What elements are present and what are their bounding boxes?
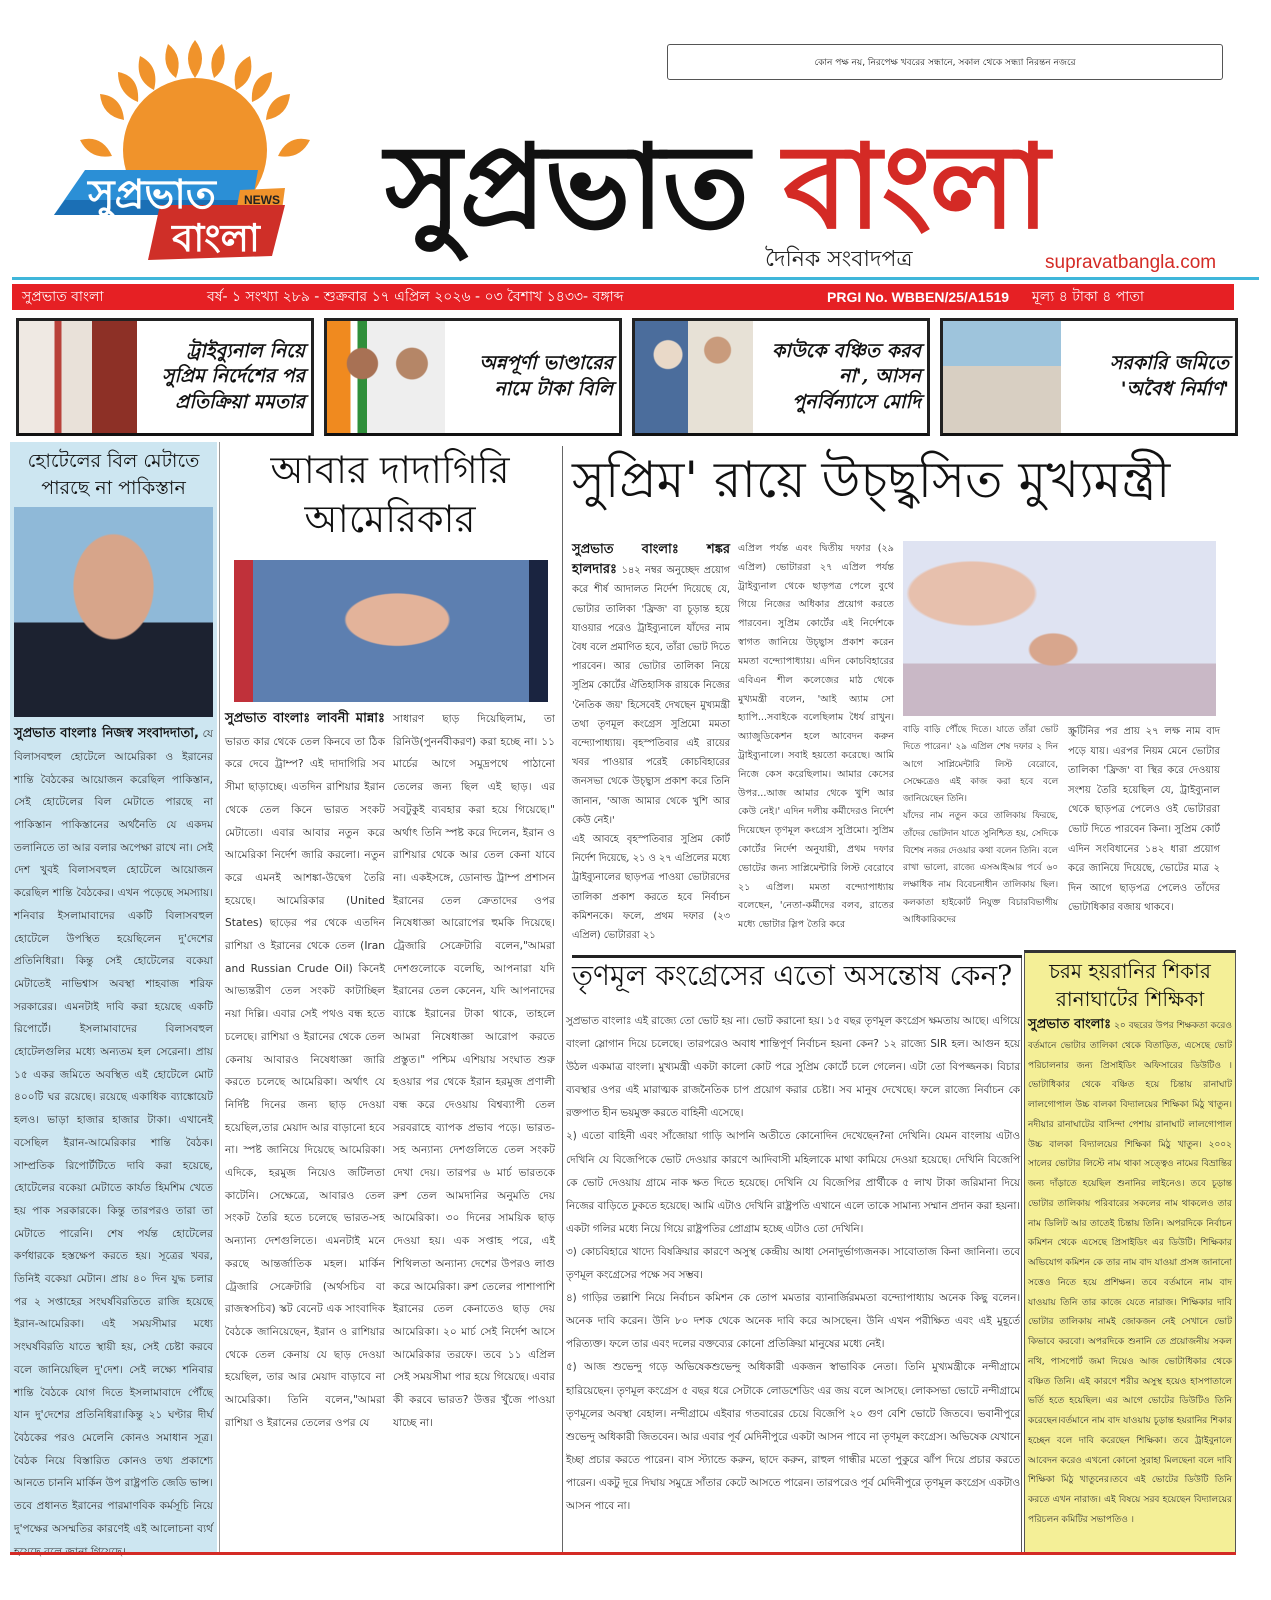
story-text: যে বিলাসবহুল হোটেলে আমেরিকা ও ইরানের শান্তি বৈঠকের আয়োজন করেছিল পাকিস্তান, সেই হোটেলের বিল মেটাতে পারছে না পাকিস্তান পাকিস্তানের অর্থনৈতি যে একদম তলানিতে তা আর বলার অপেক্ষা রাখে না। সেই দেশ খুবই বিলাসবহুল হোটেলে আয়োজন করেছিল শান্তি বৈঠকের। এখন পড়েছে সমস্যায়। শনিবার ইসলামাবাদের একটি বিলাসবহুল হোটেলে উপস্থিত হয়েছিলেন দু'দেশের প্রতিনিধিরা। কিন্তু সেই হোটেলের বকেয়া মেটাতেই নাভিশ্বাস অবস্থা শাহবাজ শরিফ সরকারের। এমনটাই দাবি করা হয়েছে একটি রিপোর্টে। ইসলামাবাদের বিলাসবহুল হোটেলগুলির মধ্যে অন্যতম হল সেরেনা। প্রায় ১৫ একর জমিতে অবস্থিত এই হোটেলে মোট ৪০০টি ঘর রয়েছে। রয়েছে একাধিক ব্যাঙ্কোয়েট হলও। ভাড়া হাজার হাজার টাকা। এখানেই বসেছিল ইরান-আমেরিকার শান্তি বৈঠক। সাম্প্রতিক রিপোর্টটিতে দাবি করা হয়েছে, হোটেলের বকেয়া মেটাতে কার্যত হিমশিম খেতে হয় পাক সরকারকে। কিন্তু তারপরও তারা তা মেটাতে পারেনি। শেষ পর্যন্ত হোটেলের কর্ণধারকে হস্তক্ষেপ করতে হয়। সূত্রের খবর, তিনিই বকেয়া মেটান। প্রায় ৪০ দিন যুদ্ধ চলার পর ২ সপ্তাহের সংঘর্ষবিরতিতে রাজি হয়েছে ইরান-আমেরিকা। এই সময়সীমার মধ্যে সংঘর্ষবিরতি যাতে স্থায়ী হয়, সেই চেষ্টা করবে বলে জানিয়েছিল দু'দেশ। সেই লক্ষ্যে শনিবার শান্তি বৈঠকে যোগ দিতে ইসলামাবাদে পৌঁছে যান দু'দেশের প্রতিনিধিরা।কিন্তু ২১ ঘণ্টার দীর্ঘ বৈঠকের পরও মেলেনি কোনও সমাধান সূত্র। বৈঠক নিয়ে বিস্তারিত কোনও তথ্য প্রকাশ্যে আনতে চাননি মার্কিন উপ রাষ্ট্রপতি জেডি ভান্স। তবে প্রধানত ইরানের পারমাণবিক কর্মসূচি নিয়ে দু'পক্ষের অসম্মতির কারণেই এই আলোচনা ব্যর্থ [14,728,214,1535]
lead-headline: সুপ্রিম' রায়ে উচ্ছ্বসিত মুখ্যমন্ত্রী [572,451,1171,509]
column-divider [1021,958,1022,1552]
column-divider [562,446,563,1552]
brand-logo[interactable] [30,20,350,270]
website-link[interactable]: supravatbangla.com [1045,252,1217,273]
story-headline: চরম হয়রানির শিকার রানাঘাটের শিক্ষিকা [1049,959,1211,1011]
page-bottom-rule [10,1552,1236,1555]
teaser-card[interactable] [940,318,1238,436]
lead-story-col2: এপ্রিল পর্যন্ত এবং দ্বিতীয় দফার (২৯ এপ্রিল) ভোটাররা ২৭ এপ্রিল পর্যন্ত ট্রাইব্যুনাল থেকে ছাড়পত্র পেলে বুথে গিয়ে নিজের অধিকার প্রয়োগ করতে পারবেন। সুপ্রিম কোর্টের এই নির্দেশকে স্বাগত জানিয়ে উচ্ছ্বাস প্রকাশ করেন মমতা বন্দ্যোপাধ্যায়। এদিন কোচবিহারের এবিএন শীল কলেজের মাঠ থেকে মুখ্যমন্ত্রী বলেন, 'আই অ্যাম সো হ্যাপি...সবাইকে বলেছিলাম ধৈর্য রাখুন। অ্যাজুডিকেশন হলে আবেদন করুন ট্রাইব্যুনালে। সবাই হয়তো করেছে। আমি নিজে কেস করেছিলাম। আমার কেসের উপর...আজ আমার থেকে খুশি আর কেউ নেই।' এদিন দলীয় কর্মীদেরও নির্দেশ দিয়েছেন তৃণমূল কংগ্রেস সুপ্রিমো। সুপ্রিম কোর্টের নির্দেশ অনুযায়ী, প্রথম দফার ভোটের জন্য সাপ্লিমেন্টারি লিস্ট বেরোবে ২১ এপ্রিল। মমতা বন্দ্যোপাধ্যায় বলেছেন, 'নেতা-কর্মীদের বলব, রাতের মধ্যে ভোটার স্লিপ তৈরি করে [738,543,894,931]
teaser-headline: কাউকে বঞ্চিত করব না', আসন পুনর্বিন্যাসে মোদি [772,339,921,413]
story-paragraph: ৫) আজ শুভেন্দু গড়ে অভিষেকশুভেন্দু অধিকারী একজন স্বাভাবিক নেতা। তিনি মুখ্যমন্ত্রীকে নন্দীগ্রামে হারিয়েছেন। তৃণমূল কংগ্রেস ৫ বছর ধরে সেটাকে লোডশেডিং এর জয় বলে আসছে। লোকসভা ভোটে নন্দীগ্রামে তৃণমূলের অবস্থা বেহাল। নন্দীগ্রামে এইবার গতবারের চেয়ে বিজেপি ২০ গুণ বেশি ভোটে জিতবে। ভবানীপুরে শুভেন্দু অধিকারী জিতবেন। আর এবার পূর্ব মেদিনীপুরে একটা আসন পাবে না তৃণমূল কংগ্রেস। অভিষেক যেখানে ইচ্ছা প্রচার করতে পারেন। বাস স্ট্যান্ডে করুন, ছাদে করুন, রাহুল গান্ধীর মতো পুকুরে ঝাঁপ দিয়ে প্রচার করতে পারেন। একটু দূরে দিঘায় সমুদ্রে সাঁতার কেটে আসতে পারেন। তারপরেও পূর্ব মেদিনীপুরে তৃণমূল কংগ্রেস একটাও আসন পাবে না। [566,1361,1020,1512]
america-story-col2: সাধারণ ছাড় দিয়েছিলাম, তা রিনিউ(পুনর্নবীকরণ) করা হচ্ছে না। ১১ মার্চের আগে সমুদ্রপথে পাঠানো তেলের জন্য ছিল এই ছাড়। এর সবটুকুই ব্যবহার করা হয়ে গিয়েছে।" অর্থাৎ তিনি স্পষ্ট করে দিলেন, ইরান ও রাশিয়ার থেকে আর তেল কেনা যাবে না। একইসঙ্গে, ডোনাল্ড ট্রাম্প প্রশাসন ইরানের তেল ক্রেতাদের ওপর নিষেধাজ্ঞা আরোপের হুমকি দিয়েছে। ট্রেজারি সেক্রেটারি বলেন,"আমরা দেশগুলোকে বলেছি, আপনারা যদি ইরানের তেল কেনেন, যদি আপনাদের ব্যাঙ্কে ইরানের টাকা থাকে, তাহলে আমরা নিষেধাজ্ঞা আরোপ করতে প্রস্তুত।" পশ্চিম এশিয়ায় সংঘাত শুরু হওয়ার পর থেকে ইরান হরমুজ প্রণালী বন্ধ করে দেওয়ায় বিশ্বব্যাপী তেল সরবরাহে ব্যাপক প্রভাব পড়ে। ভারত-সহ অন্যান্য দেশগুলিতে তেল সংকট দেখা দেয়। তারপর ৬ মার্চ ভারতকে রুশ তেল আমদানির অনুমতি দেয় আমেরিকা। ৩০ দিনের সাময়িক ছাড় দেওয়া হয়। এক সপ্তাহ পরে, এই শিথিলতা অন্যান্য দেশের উপরও লাগু করে আমেরিকা। রুশ তেলের পাশাপাশি ইরানের তেল কেনাতেও ছাড় দেয় আমেরিকা। ২০ মার্চ সেই নির্দেশ আসে আমেরিকার তরফে। তবে ১১ এপ্রিল সেই সময়সীমা পার হয়ে গিয়েছে। এবার কী করবে ভারত? উত্তর খুঁজে পাওয়া যাচ্ছে না। [393,713,555,1429]
tagline-box: কোন পক্ষ নয়, নিরপেক্ষ খবরের সন্ধানে, সকাল থেকে সন্ধ্যা নিরন্তন নজরে [667,44,1223,80]
logo-news-badge: NEWS [244,193,280,207]
teaser-photo [327,321,445,433]
story-headline: হোটেলের বিল মেটাতে পারছে না পাকিস্তান [27,450,200,499]
story-paragraph: সুপ্রভাত বাংলাঃ এই রাজ্যে তো ভোট হয় না। ভোট করানো হয়। ১৫ বছর তৃণমূল কংগ্রেস ক্ষমতায় আছে। এগিয়ে বাংলা স্লোগান দিয়ে চলেছে। তারপরেও অবাধ শান্তিপূর্ণ নির্বাচন হয়না কেন? ১২ রাজ্যে SIR হল। আগুন হয়ে উঠল একমাত্র বাংলা। মুখ্যমন্ত্রী একটা কালো কোট পরে সুপ্রিম কোর্টে চলে গেলেন। এটা তো বিপজ্জনক। বিচার ব্যবস্থার ওপর এই মারাত্মক রাজনৈতিক চাপ প্রয়োগ করার চেষ্টা। সব মানুষ দেখেছে। ফলে রাজ্যে নির্বাচন কে রক্তপাত হীন ভয়মুক্ত করতে বাহিনী এসেছে। [566,1015,1020,1120]
story-photo [14,507,213,717]
masthead [385,95,1235,255]
teaser-photo [943,321,1061,433]
teaser-headline: ট্রাইব্যুনাল নিয়ে সুপ্রিম নির্দেশের পর প্রতিক্রিয়া মমতার [161,339,305,413]
infobar-issue-date: বর্ষ- ১ সংখ্যা ২৮৯ - শুক্রবার ১৭ এপ্রিল ২০২৬ - ০৩ বৈশাখ ১৪৩৩- বঙ্গাব্দ [207,289,624,305]
column-divider [219,442,220,1552]
story-paragraph: ২) এতো বাহিনী এবং সাঁজোয়া গাড়ি আপনি অতীতে কোনোদিন দেখেছেন?না দেখিনি। যেমন বাংলায় এটাও দেখিনি যে বিজেপিকে ভোট দেওয়ার কারণে আদিবাসী মহিলাকে মাথা কামিয়ে দেওয়া হয়েছে। দেখিনি বিজেপি কে ভোট দেওয়ায় গ্রামে নাক ক্ষত দিতে হয়েছে। দেখিনি যে বিজেপির প্রার্থীকে ৫ লাখ টাকা জরিমানা দিয়ে নিজের বাড়িতে ঢুকতে হয়েছে। আমি এটাও দেখিনি রাষ্ট্রপতি এখানে এলে তাকে সামান্য সম্মান প্রদান করা হয়না। একটা গলির মধ্যে নিয়ে গিয়ে রাষ্ট্রপতির প্রোগ্রাম হচ্ছে এটাও তো দেখিনি। [566,1130,1020,1235]
story-byline: সুপ্রভাত বাংলাঃ নিজস্ব সংবাদদাতা, [14,726,199,742]
teaser-photo [635,321,753,433]
teaser-headline: অন্নপূর্ণা ভাণ্ডারের নামে টাকা বিলি [479,352,613,400]
teaser-card[interactable] [632,318,930,436]
story-byline: সুপ্রভাত বাংলাঃ [1028,1017,1112,1032]
story-text: বাড়ি বাড়ি পৌঁছে দিতে। যাতে তাঁরা ভোট দিতে পারেন।' ২৯ এপ্রিল শেষ দফার ২ দিন আগে সাপ্লিমেন্টারি লিস্ট বেরোবে, সেক্ষেত্রেও এই কাজ করা হবে বলে জানিয়েছেন তিনি। [903,725,1058,804]
story-text: যাঁদের নাম নতুন করে তালিকায় ফিরছে, তাঁদের ভোটদান যাতে সুনিশ্চিত হয়, সেদিকে বিশেষ নজর দেওয়ার কথা বলেন তিনি। বলে রাখা ভালো, রাজ্যে এসআইআর পর্বে ৬০ লক্ষাধিক নাম বিবেচনাধীন তালিকায় ছিল। কলকাতা হাইকোর্ট নিযুক্ত বিচারবিভাগীয় আধিকারিকদের [903,811,1058,925]
teacher-story-box [1024,950,1236,1552]
infobar-paper-name: সুপ্রভাত বাংলা [22,289,104,305]
masthead-part1: সুপ্রভাত [385,119,748,255]
sun-logo-icon [30,20,350,270]
story-byline: সুপ্রভাত বাংলাঃ লাবনী মান্নাঃ [225,711,385,726]
tmc-headline: তৃণমূল কংগ্রেসের এতো অসন্তোষ কেন? [572,959,1013,992]
teaser-card[interactable] [324,318,622,436]
america-story-col1 [225,708,385,1435]
lead-story-photo [903,541,1216,716]
masthead-subtitle: দৈনিক সংবাদপত্র [765,247,913,272]
story-body [1025,1013,1235,1531]
america-story-photo [234,560,548,702]
teaser-headline: সরকারি জমিতে 'অবৈধ নির্মাণ' [1109,352,1229,400]
tmc-story-body [566,1010,1020,1518]
infobar-prgi: PRGI No. WBBEN/25/A1519 [827,289,1010,305]
masthead-part2: বাংলা [783,119,1048,255]
header-divider [12,277,1259,280]
lead-story-col1 [572,540,730,945]
lead-story-col3 [903,722,1058,929]
infobar-price: মূল্য ৪ টাকা ৪ পাতা [1032,289,1144,305]
story-body [10,717,217,1563]
logo-line2: বাংলা [172,216,260,260]
america-headline: আবার দাদাগিরি আমেরিকার [270,448,510,542]
story-byline: সুপ্রভাত বাংলাঃ শঙ্কর হালদারঃ [572,542,730,578]
story-text: এই আবহে বৃহস্পতিবার সুপ্রিম কোর্ট নির্দেশ দিয়েছে, ২১ ও ২৭ এপ্রিলের মধ্যে ট্রাইব্যুনালের ছাড়পত্র পাওয়া ভোটারদের তালিকা প্রকাশ করতে হবে নির্বাচন কমিশনকে। ফলে, প্রথম দফার (২৩ এপ্রিল) ভোটাররা ২১ [572,834,730,942]
issue-info-bar [12,284,1234,310]
story-text: ২০ বছরের উপর শিক্ষকতা করেও বর্তমানে ভোটার তালিকা থেকে বিতাড়িত, এসেছে ভোট পরিচালনার জন্য প্রিসাইডিং অফিসারের ডিউটিও । ভোটাধিকার থেকে বঞ্চিত হয়ে চিন্তায় রানাঘাট লালগোপাল উচ্চ বালকা বিদ্যালয়ের শিক্ষিকা মিঠু খাতুন। নদীয়ার রানাঘাটের বাসিন্দা পেশায় রানাঘাট লালগোপাল উচ্চ বালকা বিদ্যালয়ের শিক্ষিকা মিঠু খাতুন। ২০০২ সালের ভোটার লিস্টে নাম থাকা সত্ত্বেও নামের বিভ্রান্তির জন্য দাঁড়াতে হয়েছিল শুনানির লাইনেও। তবে চূড়ান্ত ভোটার তালিকায় পরিবারের সকলের নাম থাকলেও তার নাম ডিলিট আর তাতেই চিন্তায় তিনি। অপরদিকে নির্বাচন কমিশন থেকে এসেছে প্রিসাইডিং এর ডিউটি। শিক্ষিকার অভিযোগ কমিশন কে তার নাম বাদ যাওয়া প্রসঙ্গ জানানো সত্তেও নিতে হয়ে প্রশিক্ষন। তবে বর্তমানে নাম বাদ যাওয়ায় তিনি তার কাজে যেতে নারাজ। শিক্ষিকার দাবি ভোটার তালিকায় নামই জোকজন নেই সেখানে ভোট কিভাবে করবো। অপরদিকে শুনানি তে প্রয়োজনীয় সকল নথি, পাসপোর্ট জমা দিয়েও আজ ভোটাধিকার থেকে বঞ্চিত তিনি। এই কারণে শরীর অসুস্থ হয়েও হাসপাতালে ভর্তি হতে হয়েছিল। এর আগে ভোটের ডিউটিও তিনি করেছেন।বর্তমানে নাম বাদ যাওয়ায় চূড়ান্ত হয়রানির শিকার হচ্ছেন বলে দাবি করেছেন শিক্ষিকা। তবে ট্রাইবুনালে আবেদন করেও এখনো কোনো সুরাহা মিলছেনা বলে দাবি শিক্ষিকা মিঠু খাতুনের।তবে এই ভোটের ডিউটি তিনি করতে এখন নারাজ। এই বিষয়ে সরব হয়েছেন বিদ্যালয়ের পরিচলন কমিটির সভাপতিও । [1028,1021,1232,1525]
teaser-photo [19,321,137,433]
story-paragraph: ৪) গাড়ির তল্লাশি নিয়ে নির্বাচন কমিশন কে তোপ মমতার ব্যানার্জিরমমতা বন্দ্যোপাধ্যায় অনেক কিছু বলেন। অনেক দাবি করেন। উনি ৮০ দশক থেকে অনেক দাবি করে আসছেন। উনি এখন পরীক্ষিত এবং এই মুহূর্তে পরিত্যক্ত। ফলে তার এবং দলের বক্তব্যের কোনো প্রতিক্রিয়া মানুষের মধ্যে নেই। [566,1292,1020,1351]
story-text: ১৪২ নম্বর অনুচ্ছেদ প্রয়োগ করে শীর্ষ আদালত নির্দেশ দিয়েছে যে, ভোটার তালিকা 'ফ্রিজ' বা চূড়ান্ত হয়ে যাওয়ার পরেও ট্রাইব্যুনালে যাঁদের নাম বৈধ বলে প্রমাণিত হবে, তাঁরা ভোট দিতে পারবেন। আর ভোটার তালিকা নিয়ে সুপ্রিম কোর্টের ঐতিহাসিক রায়কে নিজের 'নৈতিক জয়' হিসেবেই দেখছেন মুখ্যমন্ত্রী তথা তৃণমূল কংগ্রেস সুপ্রিমো মমতা বন্দ্যোপাধ্যায়। বৃহস্পতিবার এই রায়ের খবর পাওয়ার পরেই কোচবিহারের জনসভা থেকে উচ্ছ্বাস প্রকাশ করে তিনি জানান, 'আজ আমার থেকে খুশি আর কেউ নেই।' [572,565,730,826]
logo-line1: সুপ্রভাত [88,172,216,218]
story-paragraph: ৩) কোচবিহারে খাদ্যে বিষক্রিয়ার কারণে অসুস্থ কেন্দ্রীয় আধা সেনাদুর্ভাগ্যজনক। সাবোতাজ কিনা জানিনা। তবে তৃণমূল কংগ্রেসের পক্ষে সব সম্ভব। [566,1245,1020,1282]
story-text: ভারত কার থেকে তেল কিনবে তা ঠিক করে দেবে ট্রাম্প? এই দাদাগিরি সব সীমা ছাড়াচ্ছে। এতদিন রাশিয়ার ইরান থেকে তেল কিনে ভারত সংকট মেটাতো। এবার আবার নতুন করে আমেরিকা নির্দেশ জারি করলো। নতুন করে এমনই আশঙ্কা-উদ্বেগ তৈরি হয়েছে। আমেরিকার (United States) ছাড়ের পর থেকে এতদিন রাশিয়া ও ইরানের থেকে তেল (Iran and Russian Crude Oil) কিনেই আভ্যন্তরীণ তেল সংকট কাটাচ্ছিল নয়া দিল্লি। এবার সেই পথও বন্ধ হতে চলেছে। রাশিয়া ও ইরানের থেকে তেল কেনায় আবারও নিষেধাজ্ঞা জারি করতে চলেছে আমেরিকা। অর্থাৎ যে নির্দিষ্ট দিনের জন্য ছাড় দেওয়া হয়েছিল,তার মেয়াদ আর বাড়ানো হবে না। স্পষ্ট জানিয়ে দিয়েছে আমেরিকা। এদিকে, হরমুজ নিয়েও জটিলতা কাটেনি। সেক্ষেত্রে, আবারও তেল সংকট তৈরি হতে চলেছে ভারত-সহ অন্যান্য দেশগুলিতে। এমনটাই মনে করছে আন্তর্জাতিক মহল। মার্কিন ট্রেজারি সেক্রেটারি (অর্থসচিব বা রাজস্বসচিব) স্কট বেনেট এক সাংবাদিক বৈঠকে জানিয়েছেন, ইরান ও রাশিয়ার থেকে তেল কেনায় যে ছাড় দেওয়া হয়েছিল, তার আর মেয়াদ বাড়াবে না আমেরিকা। তিনি বলেন,"আমরা রাশিয়া ও ইরানের তেলের ওপর যে [225,735,385,1429]
pakistan-hotel-story [10,442,217,1552]
teaser-card[interactable] [16,318,314,436]
lead-story-col4: স্ক্রুটিনির পর প্রায় ২৭ লক্ষ নাম বাদ পড়ে যায়। এরপর নিয়ম মেনে ভোটার তালিকা 'ফ্রিজ' বা স্থির করে দেওয়ায় সংশয় তৈরি হয়েছিল যে, ট্রাইব্যুনাল থেকে ছাড়পত্র পেলেও ওই ভোটাররা ভোট দিতে পারবেন কিনা। সুপ্রিম কোর্ট এদিন সংবিধানের ১৪২ ধারা প্রয়োগ করে জানিয়ে দিয়েছে, ভোটের মাত্র ২ দিন আগে ছাড়পত্র পেলেও তাঁদের ভোটাধিকার বজায় থাকবে। [1068,726,1220,914]
